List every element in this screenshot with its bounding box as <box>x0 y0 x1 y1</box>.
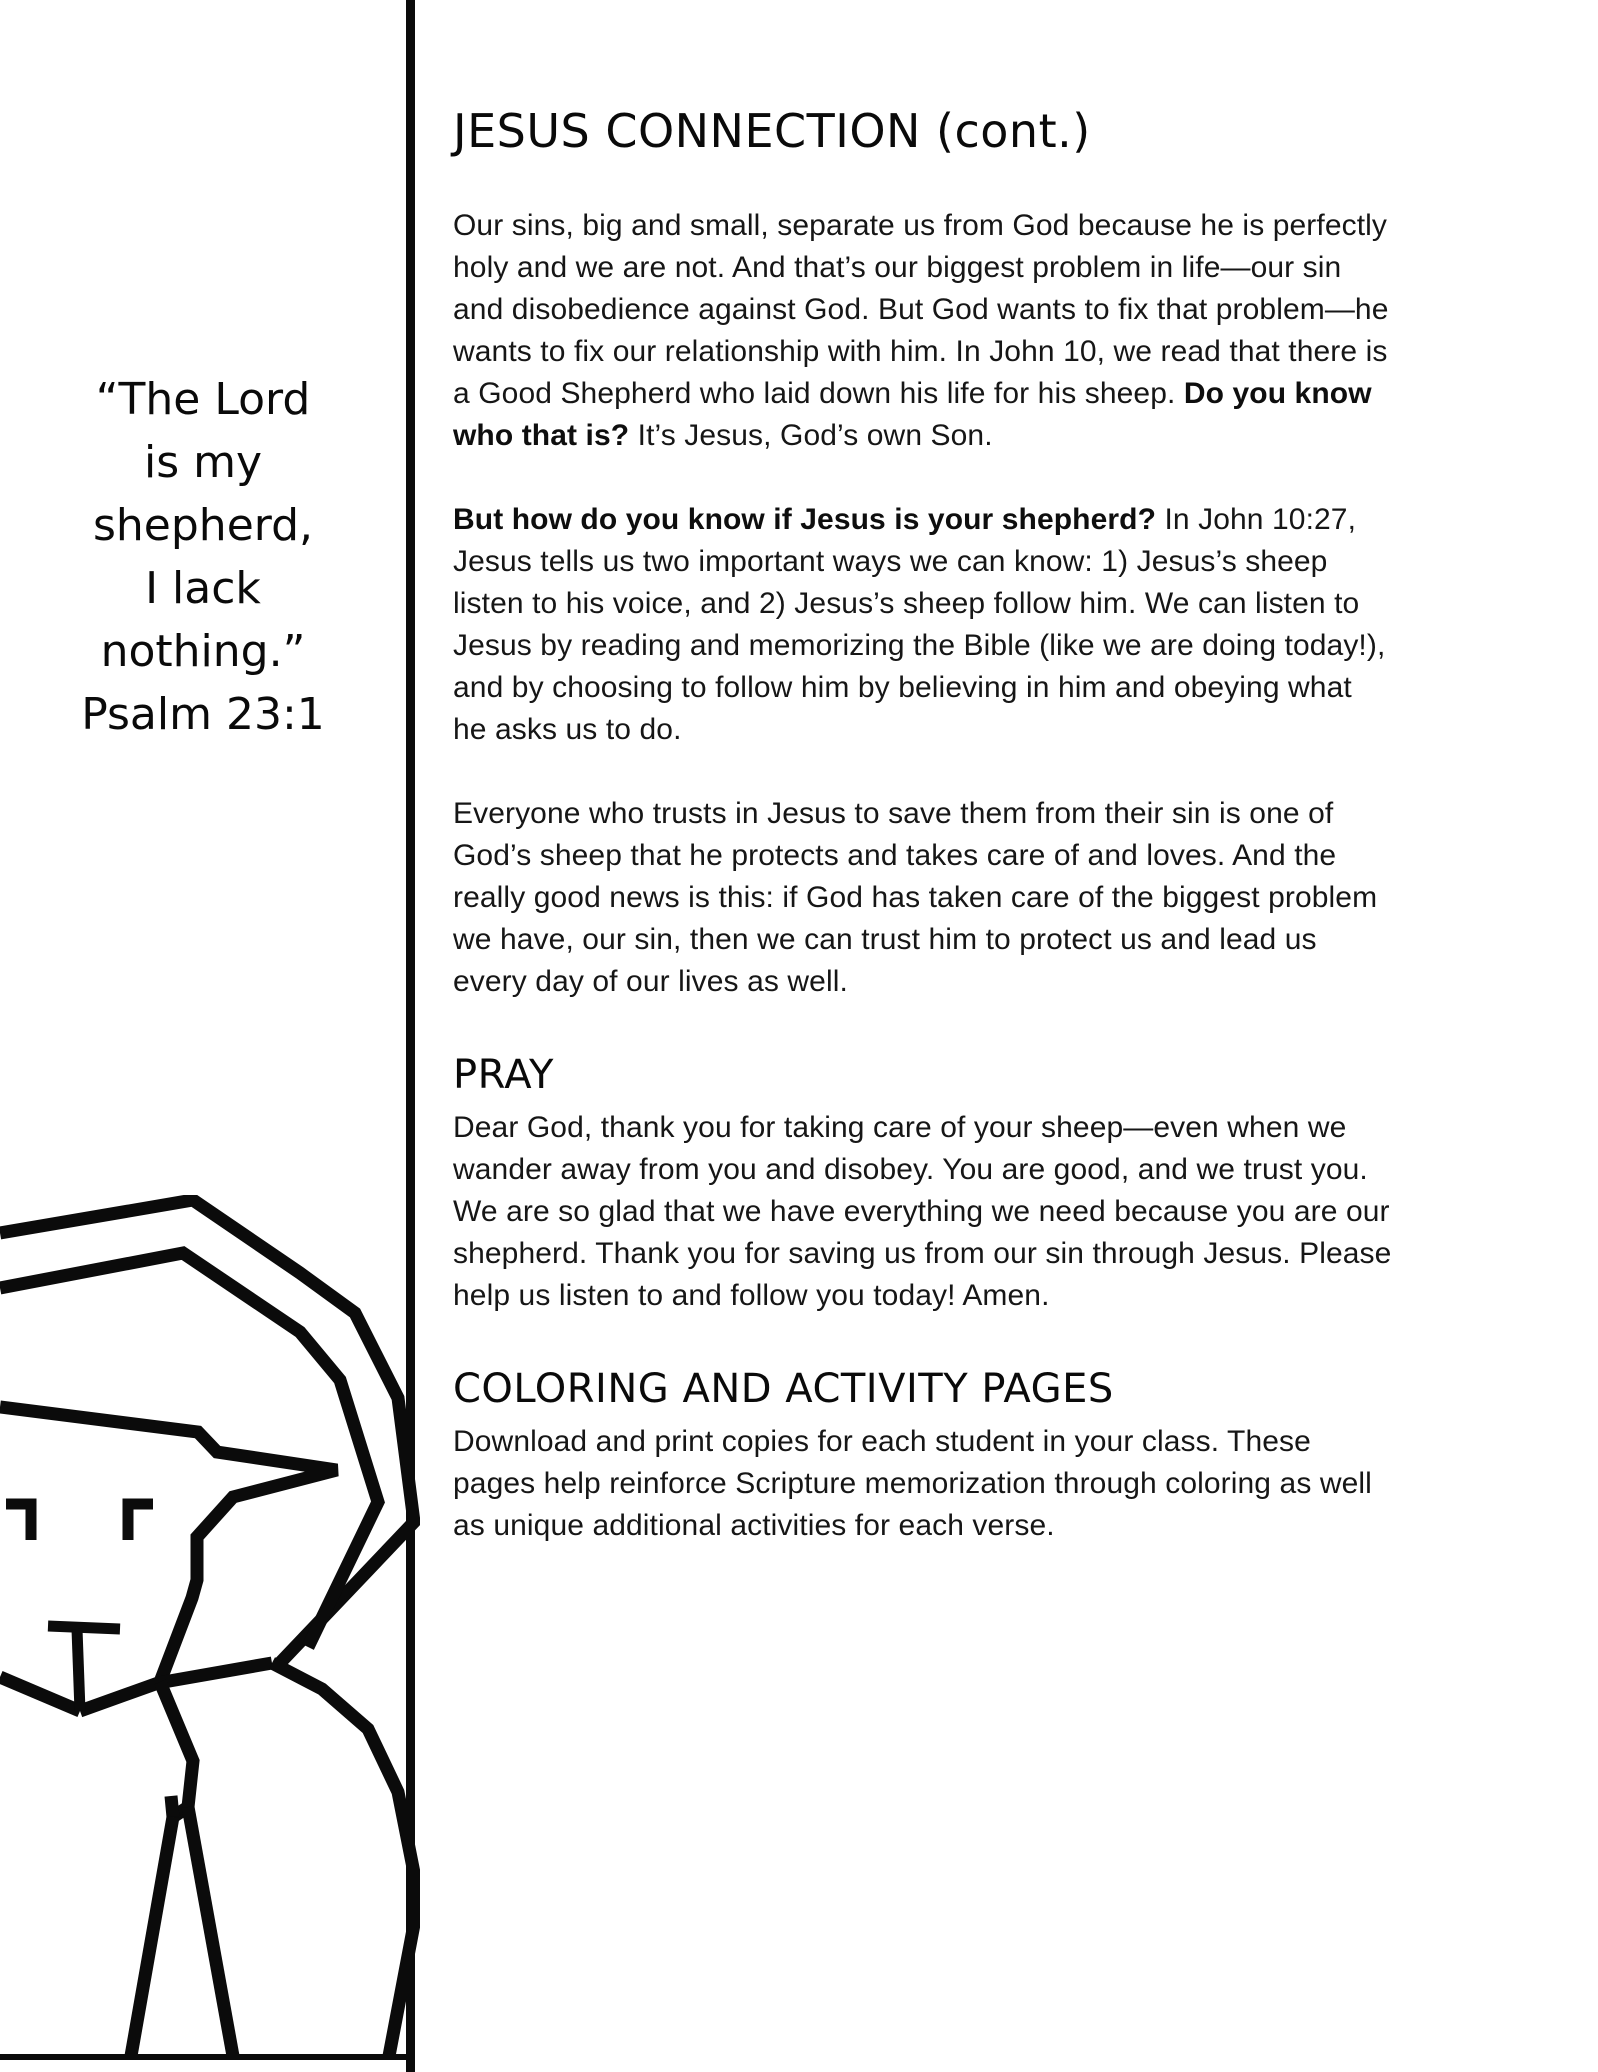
section-heading-coloring: COLORING AND ACTIVITY PAGES <box>453 1366 1114 1413</box>
section-heading-jesus-connection: JESUS CONNECTION (cont.) <box>453 104 1091 158</box>
paragraph-text: Our sins, big and small, separate us from God because he is perfectly holy and we are not. And that’s our biggest problem in life—our sin and disobedience against God. But God wants to fix that problem—he wants to fix our relationship with him. In John 10, we read that there is a Good Shepherd who laid down his life for his sheep. <box>453 209 1389 411</box>
paragraph <box>453 205 1393 457</box>
sheep-illustration <box>0 1195 420 2072</box>
paragraph-text: It’s Jesus, God’s own Son. <box>629 419 993 453</box>
main-content <box>453 104 1393 1547</box>
paragraph-bold-text: But how do you know if Jesus is your shepherd? <box>453 503 1157 537</box>
sheep-line-art-icon <box>0 1195 420 2072</box>
verse-line: nothing.” <box>100 626 306 677</box>
verse-line: “The Lord <box>95 374 311 425</box>
paragraph <box>453 793 1393 1003</box>
vertical-divider-rule <box>406 0 415 2072</box>
pray-paragraph: Dear God, thank you for taking care of your sheep—even when we wander away from you and disobey. You are good, and we trust you. We are so glad that we have everything we need because you are our shepherd. Thank you for saving us from our sin through Jesus. Please help us listen to and follow you today! Amen. <box>453 1111 1392 1313</box>
coloring-paragraph: Download and print copies for each student in your class. These pages help reinforce Scripture memorization through coloring as well as unique additional activities for each verse. <box>453 1425 1372 1543</box>
verse-line: I lack <box>145 563 261 614</box>
verse-reference: Psalm 23:1 <box>81 689 325 740</box>
memory-verse <box>0 368 406 746</box>
paragraph-text: In John 10:27, Jesus tells us two important ways we can know: 1) Jesus’s sheep listen to his voice, and 2) Jesus’s sheep follow him. We can listen to Jesus by reading and memorizing the Bible (like we are doing today!), and by choosing to follow him by believing in him and obeying what he asks us to do. <box>453 503 1386 747</box>
verse-line: shepherd, <box>93 500 313 551</box>
verse-line: is my <box>143 437 263 488</box>
section-heading-pray: PRAY <box>453 1052 554 1099</box>
paragraph <box>453 499 1393 751</box>
paragraph-text: Everyone who trusts in Jesus to save them from their sin is one of God’s sheep that he protects and takes care of and loves. And the really good news is this: if God has taken care of the biggest problem we have, our sin, then we can trust him to protect us and lead us every day of our lives as well. <box>453 797 1378 999</box>
bottom-rule <box>0 2054 415 2060</box>
paragraph-bold-text: Do you know who that is? <box>453 377 1372 453</box>
